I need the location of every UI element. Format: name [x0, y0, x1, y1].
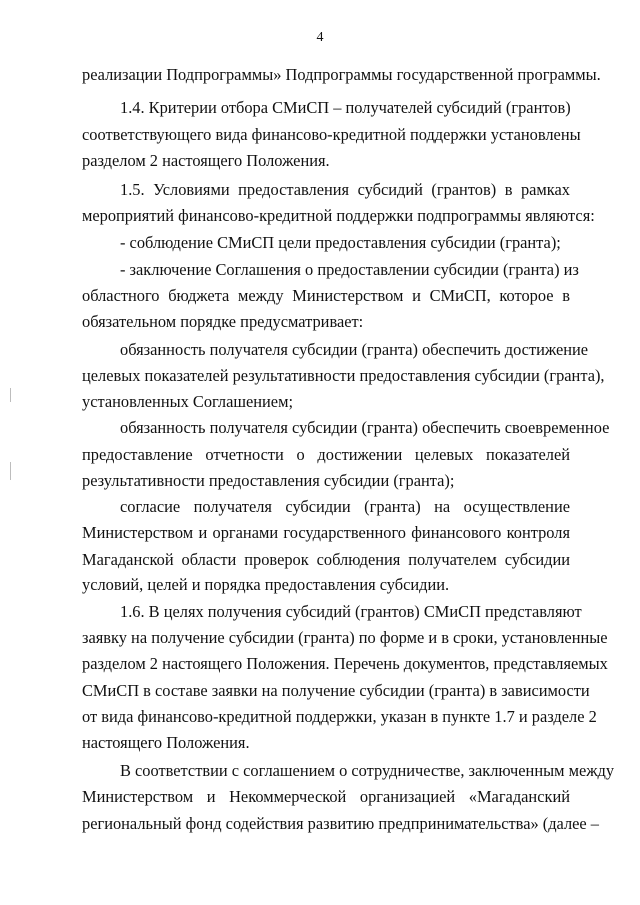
text-line: разделом 2 настоящего Положения. Перечень документов, представляемых — [82, 654, 608, 673]
text-line: настоящего Положения. — [82, 733, 250, 752]
text-line: соответствующего вида финансово-кредитной поддержки установлены — [82, 125, 581, 144]
text-line: - заключение Соглашения о предоставлении субсидии (гранта) из — [120, 260, 579, 279]
text-line: областного бюджета между Министерством и СМиСП, которое в — [82, 286, 570, 305]
text-line: заявку на получение субсидии (гранта) по форме и в сроки, установленные — [82, 628, 608, 647]
text-line: СМиСП в составе заявки на получение субсидии (гранта) в зависимости — [82, 681, 590, 700]
text-line: реализации Подпрограммы» Подпрограммы государственной программы. — [82, 65, 601, 84]
text-line: 1.4. Критерии отбора СМиСП – получателей субсидий (грантов) — [120, 98, 571, 117]
text-line: предоставление отчетности о достижении целевых показателей — [82, 445, 570, 464]
text-line: целевых показателей результативности предоставления субсидии (гранта), — [82, 366, 605, 385]
scan-edge-mark — [10, 462, 11, 480]
text-line: обязанность получателя субсидии (гранта) обеспечить своевременное — [120, 418, 610, 437]
text-line: Министерством и Некоммерческой организацией «Магаданский — [82, 787, 570, 806]
text-line: разделом 2 настоящего Положения. — [82, 151, 330, 170]
text-line: обязательном порядке предусматривает: — [82, 312, 364, 331]
text-line: В соответствии с соглашением о сотрудничестве, заключенным между — [120, 761, 615, 780]
text-line: - соблюдение СМиСП цели предоставления субсидии (гранта); — [120, 233, 561, 252]
text-line: согласие получателя субсидии (гранта) на осуществление — [120, 497, 570, 516]
text-line: от вида финансово-кредитной поддержки, указан в пункте 1.7 и разделе 2 — [82, 707, 597, 726]
page-number: 4 — [316, 30, 324, 45]
text-line: обязанность получателя субсидии (гранта) обеспечить достижение — [120, 340, 589, 359]
text-line: региональный фонд содействия развитию предпринимательства» (далее – — [82, 814, 600, 833]
scan-edge-mark — [10, 388, 11, 402]
text-line: Министерством и органами государственного финансового контроля — [82, 523, 570, 542]
text-line: установленных Соглашением; — [82, 392, 294, 411]
text-line: мероприятий финансово-кредитной поддержки подпрограммы являются: — [82, 206, 595, 225]
text-line: 1.6. В целях получения субсидий (грантов) СМиСП представляют — [120, 602, 582, 621]
text-line: Магаданской области проверок соблюдения получателем субсидии — [82, 550, 570, 569]
text-line: результативности предоставления субсидии (гранта); — [82, 471, 455, 490]
text-line: условий, целей и порядка предоставления субсидии. — [82, 575, 450, 594]
text-line: 1.5. Условиями предоставления субсидий (грантов) в рамках — [120, 180, 570, 199]
